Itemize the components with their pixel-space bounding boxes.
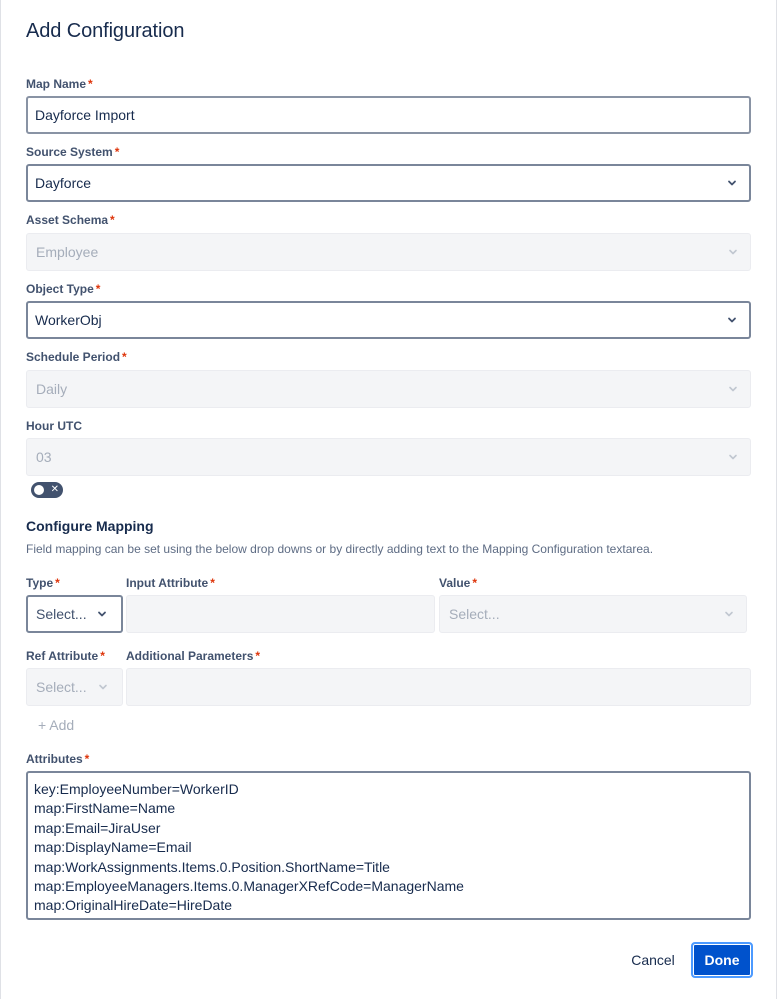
required-mark: *: [210, 576, 215, 590]
ref-attribute-placeholder: Select...: [36, 679, 87, 695]
asset-schema-value: Employee: [36, 244, 99, 260]
mapping-helper-text: Field mapping can be set using the below drop downs or by directly adding text to the Mapping Configuration textarea.: [26, 542, 654, 556]
type-select[interactable]: [26, 595, 123, 633]
asset-schema-select[interactable]: [26, 233, 751, 271]
object-type-select[interactable]: [26, 301, 751, 339]
cancel-button[interactable]: Cancel: [619, 943, 687, 977]
ref-attribute-label: Ref Attribute *: [26, 649, 105, 663]
dialog-title: Add Configuration: [26, 20, 185, 42]
attribute-line: map:DisplayName=Email: [34, 839, 192, 856]
configure-mapping-title: Configure Mapping: [26, 518, 154, 534]
close-icon: ✕: [50, 484, 59, 495]
chevron-down-icon: [727, 178, 737, 188]
hour-utc-value: 03: [36, 449, 52, 465]
schedule-period-value: Daily: [36, 381, 68, 397]
chevron-down-icon: [728, 452, 738, 462]
additional-parameters-label: Additional Parameters *: [126, 649, 261, 663]
enable-toggle[interactable]: [31, 482, 63, 498]
required-mark: *: [84, 752, 90, 766]
map-name-value: Dayforce Import: [35, 107, 135, 123]
add-mapping-button[interactable]: + Add: [38, 717, 75, 733]
chevron-down-icon: [727, 315, 737, 325]
asset-schema-label: Asset Schema *: [26, 213, 115, 227]
map-name-input[interactable]: [26, 96, 751, 134]
attributes-textarea[interactable]: [26, 771, 751, 920]
attribute-line: key:EmployeeNumber=WorkerID: [34, 781, 239, 797]
attribute-line: map:WorkAssignments.Items.0.Position.ShortName=Title: [34, 858, 390, 875]
attribute-line: map:EmployeeManagers.Items.0.ManagerXRefCode=ManagerName: [34, 878, 464, 895]
hour-utc-label: Hour UTC: [26, 419, 82, 433]
object-type-value: WorkerObj: [35, 312, 102, 328]
required-mark: *: [122, 350, 127, 364]
chevron-down-icon: [728, 384, 738, 394]
required-mark: *: [100, 649, 105, 663]
chevron-down-icon: [97, 609, 107, 619]
required-mark: *: [95, 282, 101, 296]
required-mark: *: [55, 576, 60, 590]
source-system-label: Source System *: [26, 145, 120, 159]
type-placeholder: Select...: [36, 606, 87, 622]
additional-parameters-input[interactable]: [126, 668, 751, 706]
done-button[interactable]: Done: [691, 942, 753, 978]
required-mark: *: [255, 649, 261, 663]
value-select[interactable]: [439, 595, 747, 633]
input-attribute-label: Input Attribute *: [126, 576, 215, 590]
object-type-label: Object Type *: [26, 282, 101, 296]
hour-utc-select[interactable]: [26, 438, 751, 476]
input-attribute-input[interactable]: [126, 595, 435, 633]
required-mark: *: [114, 145, 120, 159]
source-system-value: Dayforce: [35, 175, 92, 191]
chevron-down-icon: [98, 682, 108, 692]
required-mark: *: [88, 77, 93, 91]
map-name-label: Map Name *: [26, 77, 93, 91]
ref-attribute-select[interactable]: [26, 668, 123, 706]
chevron-down-icon: [728, 247, 738, 257]
attribute-line: map:OriginalHireDate=HireDate: [34, 897, 233, 914]
chevron-down-icon: [724, 609, 734, 619]
schedule-period-select[interactable]: [26, 370, 751, 408]
attribute-line: map:Email=JiraUser: [34, 819, 161, 836]
required-mark: *: [110, 213, 115, 227]
required-mark: *: [472, 576, 478, 590]
value-label: Value *: [439, 576, 478, 590]
attribute-line: map:FirstName=Name: [34, 800, 176, 817]
schedule-period-label: Schedule Period *: [26, 350, 127, 364]
toggle-knob: [34, 485, 44, 495]
attributes-label: Attributes *: [26, 752, 90, 766]
value-placeholder: Select...: [449, 606, 500, 622]
source-system-select[interactable]: [26, 164, 751, 202]
type-label: Type *: [26, 576, 60, 590]
